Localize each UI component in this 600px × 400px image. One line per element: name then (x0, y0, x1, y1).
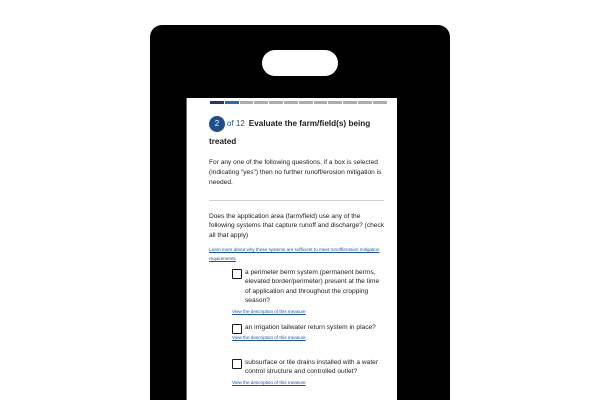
perimeter-berm-checkbox[interactable] (232, 269, 242, 279)
step-title: Evaluate the farm/field(s) being treated (209, 119, 371, 147)
subsurface-drains-checkbox[interactable] (232, 359, 242, 369)
tailwater-return-checkbox[interactable] (232, 324, 242, 334)
progress-segment (299, 101, 313, 104)
progress-segment (284, 101, 298, 104)
phone-screen (186, 98, 397, 400)
option-tailwater-return (232, 323, 382, 340)
step-number-badge: 2 (209, 116, 225, 132)
progress-segment (210, 101, 224, 104)
progress-segment (358, 101, 372, 104)
option-subsurface-drains (232, 358, 382, 385)
progress-segment (269, 101, 283, 104)
step-header (209, 115, 389, 151)
option-label: an irrigation tailwater return system in place? (245, 324, 376, 331)
view-description-link[interactable]: View the description of this measure (232, 308, 306, 314)
learn-more-link[interactable]: Learn more about why these systems are sufficient to meet runoff/erosion mitigation requirements (209, 247, 380, 261)
question-text: Does the application area (farm/field) use any of the following systems that capture runoff and discharge? (check all that apply) (209, 213, 385, 239)
phone-speaker-notch (262, 50, 338, 76)
option-perimeter-berm (232, 268, 382, 314)
step-progress-bar (210, 101, 387, 104)
view-description-link[interactable]: View the description of this measure (232, 379, 306, 385)
progress-segment (314, 101, 328, 104)
section-divider (209, 200, 384, 201)
progress-segment (225, 101, 239, 104)
view-description-link[interactable]: View the description of this measure (232, 335, 306, 341)
progress-segment (373, 101, 387, 104)
option-label: subsurface or tile drains installed with a water control structure and controlled outlet? (245, 359, 379, 376)
progress-segment (328, 101, 342, 104)
progress-segment (240, 101, 254, 104)
progress-segment (254, 101, 268, 104)
phone-frame (150, 25, 450, 400)
step-of-total: of 12 (227, 119, 245, 129)
progress-segment (343, 101, 357, 104)
intro-text: For any one of the following questions, if a box is selected (indicating "yes") then no further runoff/erosion mitigation is needed. (209, 159, 382, 187)
option-label: a perimeter berm system (permanent berms, elevated border/perimeter) present at the time of application and throughout the cropping season? (245, 269, 380, 305)
